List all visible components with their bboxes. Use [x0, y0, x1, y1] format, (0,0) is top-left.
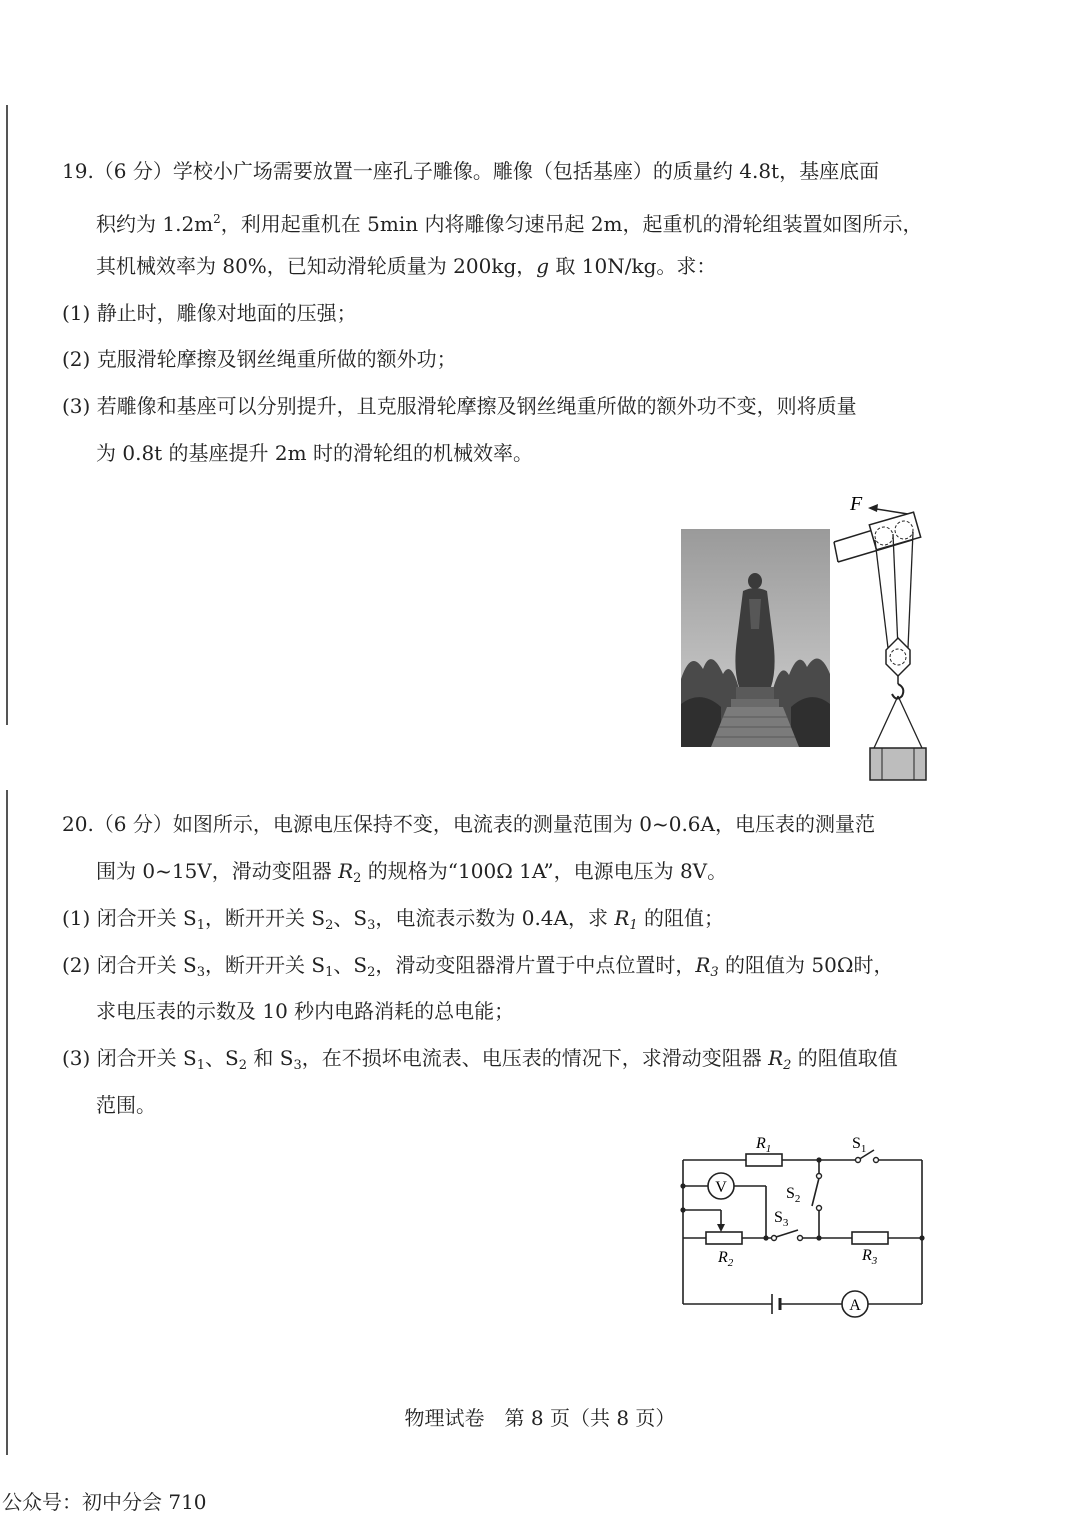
q20-p2a: (2) 闭合开关 S — [62, 953, 197, 977]
q20-p2-s3: 3 — [196, 965, 206, 980]
q20-p2c: 、S — [333, 953, 368, 977]
q19-line-2 — [96, 205, 923, 238]
q20-part-2-cont: 求电压表的示数及 10 秒内电路消耗的总电能； — [96, 999, 515, 1023]
binding-line-bottom — [6, 790, 8, 1455]
q19-line-3 — [96, 252, 716, 280]
s2-label: $S_2$ — [786, 1185, 801, 1205]
q20-line-2b: 的规格为“100Ω 1A”，电源电压为 8V。 — [361, 859, 728, 883]
q19-g-symbol: g — [536, 254, 550, 278]
r3-label: $R_3$ — [862, 1247, 878, 1267]
binding-line-top — [6, 105, 8, 725]
q20-r-symbol: R — [338, 859, 354, 883]
q20-p1-s3: 3 — [367, 918, 376, 933]
q20-p1a: (1) 闭合开关 S — [62, 906, 197, 930]
q19-line-3a: 其机械效率为 80%，已知动滑轮质量为 200kg， — [96, 254, 537, 278]
s1-label: $S_1$ — [852, 1135, 867, 1155]
q19-sup: 2 — [213, 212, 221, 226]
q20-part-3-cont: 范围。 — [96, 1093, 156, 1117]
q19-line-1: 19.（6 分）学校小广场需要放置一座孔子雕像。雕像（包括基座）的质量约 4.8t，基座底面 — [62, 159, 880, 183]
q20-p1c: 、S — [333, 906, 368, 930]
q20-p3c: 和 S — [247, 1046, 294, 1070]
statue-photo — [681, 529, 830, 747]
q20-p3e: 的阻值取值 — [791, 1046, 898, 1070]
q20-line-2a: 围为 0~15V，滑动变阻器 — [96, 859, 339, 883]
q20-p2-s2: 2 — [367, 965, 376, 980]
q20-p2d: ，滑动变阻器滑片置于中点位置时， — [375, 953, 696, 977]
q20-p1d: ，电流表示数为 0.4A，求 — [375, 906, 615, 930]
r1-label: $R_1$ — [756, 1135, 772, 1155]
r2-label: $R_2$ — [718, 1249, 734, 1269]
q20-p3a: (3) 闭合开关 S — [62, 1046, 197, 1070]
q20-p3-r: R — [768, 1046, 784, 1070]
q20-p1e: 的阻值； — [637, 906, 725, 930]
q20-r-sub: 2 — [353, 871, 362, 886]
s3-label: $S_3$ — [774, 1209, 789, 1229]
ammeter-symbol: A — [849, 1297, 861, 1314]
q20-p1b: ，断开开关 S — [205, 906, 326, 930]
circuit-diagram — [676, 1126, 930, 1321]
q19-part-3a: (3) 若雕像和基座可以分别提升，且克服滑轮摩擦及钢丝绳重所做的额外功不变，则将质量 — [62, 394, 857, 418]
q20-p1-s2: 2 — [325, 918, 334, 933]
q19-part-1: (1) 静止时，雕像对地面的压强； — [62, 301, 357, 325]
q20-p2e: 的阻值为 50Ω时， — [718, 953, 894, 977]
q19-part-3b: 为 0.8t 的基座提升 2m 时的滑轮组的机械效率。 — [96, 441, 533, 465]
page-footer: 物理试卷 第 8 页（共 8 页） — [404, 1406, 676, 1430]
q20-line-1: 20.（6 分）如图所示，电源电压保持不变，电流表的测量范围为 0~0.6A，电压表的测量范 — [62, 812, 875, 836]
q20-p2-r: R — [695, 953, 711, 977]
q20-p1-s1: 1 — [196, 918, 206, 933]
q19-line-2b: ，利用起重机在 5min 内将雕像匀速吊起 2m，起重机的滑轮组装置如图所示， — [220, 212, 923, 236]
q19-line-3b: 取 10N/kg。求： — [549, 254, 717, 278]
q20-p1-r: R — [614, 906, 630, 930]
q20-p3-s2: 2 — [238, 1058, 248, 1073]
voltmeter-symbol: V — [715, 1179, 727, 1196]
pulley-diagram — [832, 488, 942, 783]
q20-p3-s1: 1 — [196, 1058, 206, 1073]
q20-p2b: ，断开开关 S — [205, 953, 326, 977]
q20-p3b: 、S — [205, 1046, 239, 1070]
q19-line-2a: 积约为 1.2m — [96, 212, 214, 236]
q20-p3-s3: 3 — [293, 1058, 302, 1073]
q20-p2-s1: 1 — [325, 965, 334, 980]
force-label: F — [850, 493, 863, 515]
account-watermark: 公众号：初中分会 710 — [2, 1490, 207, 1514]
q20-p3d: ，在不损坏电流表、电压表的情况下，求滑动变阻器 — [301, 1046, 769, 1070]
q20-p1-rs: 1 — [629, 918, 638, 933]
q20-part-1 — [62, 904, 724, 940]
q19-part-2: (2) 克服滑轮摩擦及钢丝绳重所做的额外功； — [62, 347, 457, 371]
q20-part-2 — [62, 951, 893, 987]
q20-p3-rs: 2 — [783, 1058, 792, 1073]
q20-line-2 — [96, 857, 727, 893]
q20-part-3 — [62, 1044, 898, 1080]
q20-p2-rs: 3 — [710, 965, 719, 980]
